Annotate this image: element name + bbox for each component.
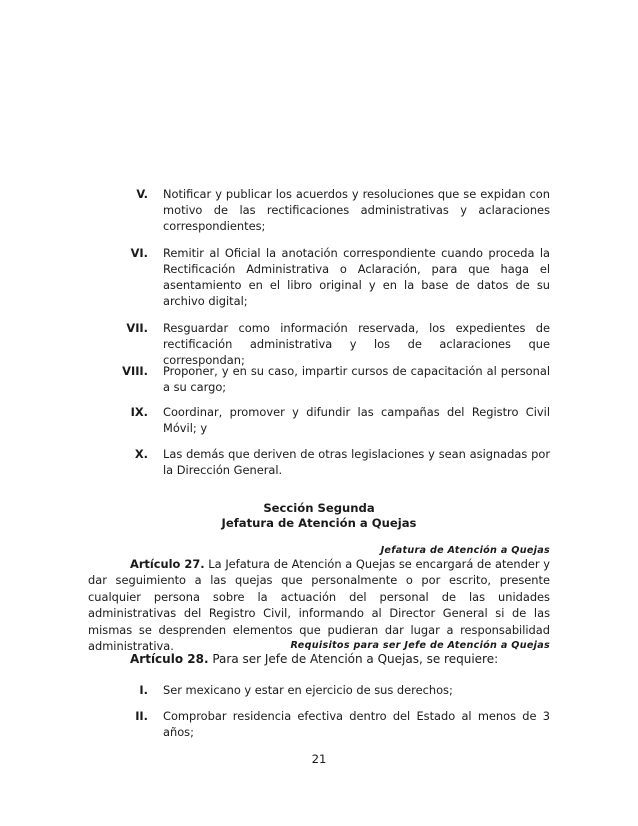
article-28-label: Artículo 28.: [130, 652, 209, 666]
list-item-text: Las demás que deriven de otras legislaciones y sean asignadas por la Dirección General.: [163, 447, 550, 477]
list-item-text: Comprobar residencia efectiva dentro del Estado al menos de 3 años;: [163, 709, 550, 739]
article-28-text: Para ser Jefe de Atención a Quejas, se requiere:: [212, 652, 499, 666]
list-item-number: I.: [139, 683, 148, 697]
list-item-text: Coordinar, promover y difundir las campañas del Registro Civil Móvil; y: [163, 405, 550, 435]
article-27-label: Artículo 27.: [130, 557, 205, 571]
list-item-text: Proponer, y en su caso, impartir cursos de capacitación al personal a su cargo;: [163, 364, 550, 394]
list-item-number: VI.: [130, 246, 148, 260]
list-item-text: Notificar y publicar los acuerdos y resoluciones que se expidan con motivo de las rectificaciones administrativas y aclaraciones correspondientes;: [163, 187, 550, 233]
article-28-side-title: Requisitos para ser Jefe de Atención a Quejas: [290, 640, 550, 651]
list-item-number: VIII.: [122, 364, 148, 378]
list-item-text: Resguardar como información reservada, los expedientes de rectificación administrativa y los de aclaraciones que correspondan;: [163, 321, 550, 367]
page-number: 21: [311, 752, 327, 766]
section-subtitle: Jefatura de Atención a Quejas: [221, 516, 417, 530]
section-title: Sección Segunda: [263, 501, 375, 515]
list-item-text: Remitir al Oficial la anotación correspondiente cuando proceda la Rectificación Administrativa o Aclaración, para que haga el asentamiento en el libro original y en la base de datos de su archivo digital;: [163, 246, 550, 308]
list-item-number: IX.: [130, 405, 148, 419]
article-27-text: La Jefatura de Atención a Quejas se encargará de atender y dar seguimiento a las quejas que personalmente o por escrito, presente cualquier persona sobre la actuación del personal de las unidades administrativas del Registro Civil, informando al Director General si de las mismas se desprenden elementos que pudieran dar lugar a responsabilidad administrativa.: [88, 557, 550, 654]
list-item-number: VII.: [126, 321, 148, 335]
list-item-number: V.: [136, 187, 148, 201]
list-item-number: II.: [135, 709, 148, 723]
article-27-side-title: Jefatura de Atención a Quejas: [380, 545, 550, 556]
article-28-paragraph: [130, 652, 498, 666]
list-item-number: X.: [134, 447, 148, 461]
list-item-text: Ser mexicano y estar en ejercicio de sus derechos;: [163, 683, 453, 697]
